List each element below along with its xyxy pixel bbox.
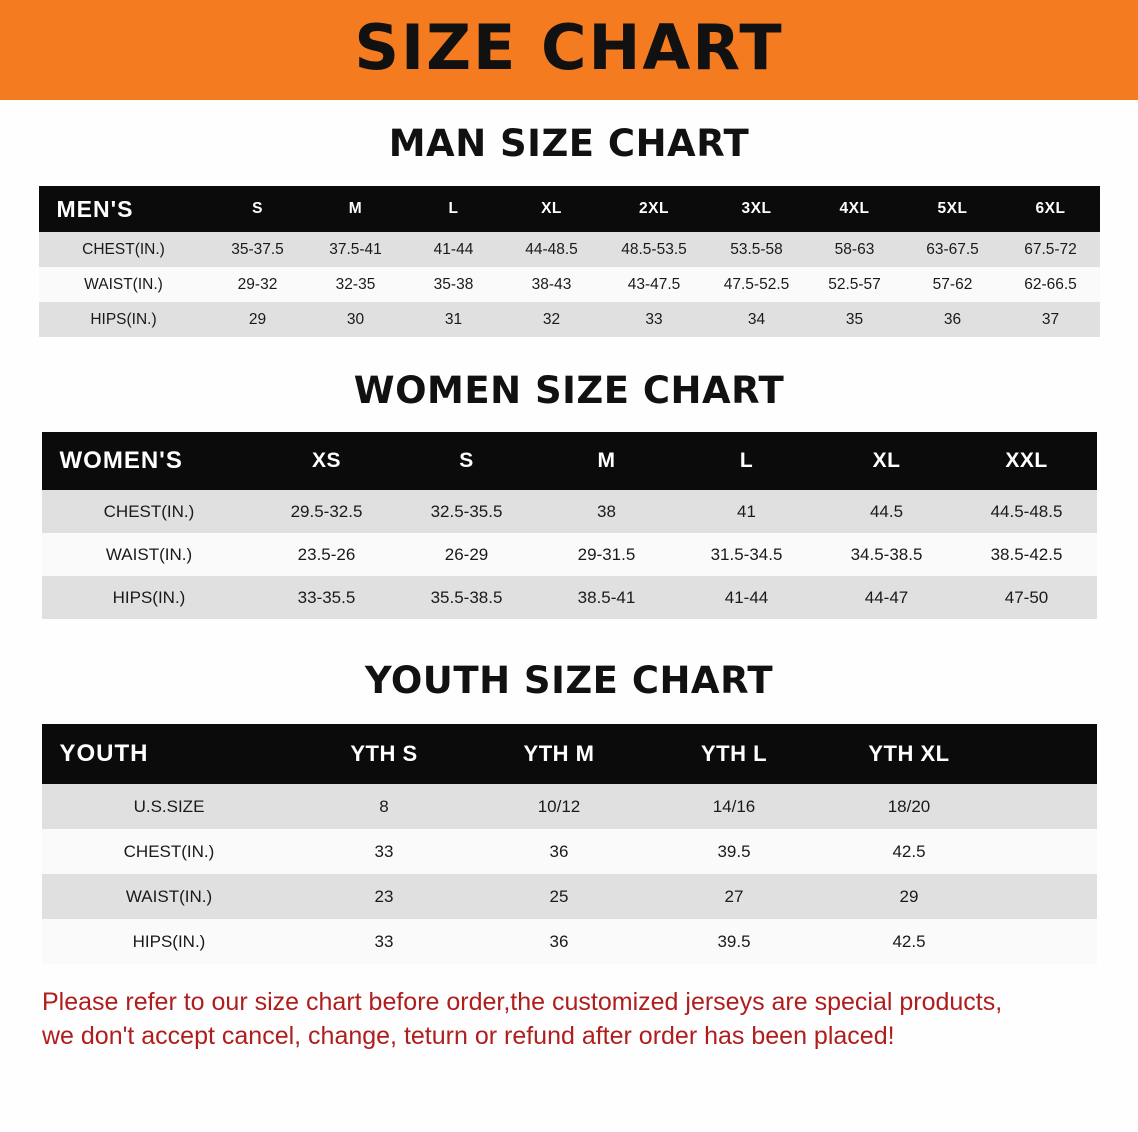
women-section-title: WOMEN SIZE CHART	[353, 369, 785, 412]
table-cell: 34	[708, 302, 806, 337]
table-cell: 38	[537, 490, 677, 533]
table-cell: 38.5-41	[537, 576, 677, 619]
table-cell: 33	[601, 302, 708, 337]
header-cell: XXL	[957, 432, 1097, 490]
table-header-row	[39, 186, 1100, 232]
table-cell: 42.5	[822, 829, 997, 874]
table-cell: 36	[472, 829, 647, 874]
table-cell: 32	[503, 302, 601, 337]
table-row	[42, 784, 1097, 829]
table-cell: 62-66.5	[1002, 267, 1100, 302]
table-cell: 39.5	[647, 919, 822, 964]
header-cell: M	[307, 186, 405, 232]
row-label: CHEST(IN.)	[42, 829, 297, 874]
row-label: HIPS(IN.)	[39, 302, 209, 337]
header-cell: 5XL	[904, 186, 1002, 232]
row-label: WAIST(IN.)	[39, 267, 209, 302]
row-label: HIPS(IN.)	[42, 576, 257, 619]
table-cell: 25	[472, 874, 647, 919]
table-cell: 35-38	[405, 267, 503, 302]
women-size-table	[42, 432, 1097, 619]
table-cell: 31	[405, 302, 503, 337]
table-cell: 29-32	[209, 267, 307, 302]
table-cell: 29	[822, 874, 997, 919]
table-cell: 35	[806, 302, 904, 337]
table-cell: 23	[297, 874, 472, 919]
table-cell: 53.5-58	[708, 232, 806, 267]
table-cell: 38-43	[503, 267, 601, 302]
table-row	[42, 576, 1097, 619]
table-row	[39, 302, 1100, 337]
man-section-title: MAN SIZE CHART	[388, 122, 750, 165]
table-cell: 41-44	[405, 232, 503, 267]
header-cell: YTH XL	[822, 724, 997, 784]
row-label: U.S.SIZE	[42, 784, 297, 829]
header-cell-empty	[997, 724, 1097, 784]
header-cell: XL	[503, 186, 601, 232]
table-cell-empty	[997, 919, 1097, 964]
table-cell: 33-35.5	[257, 576, 397, 619]
header-cell: YOUTH	[42, 724, 297, 784]
man-size-table	[39, 186, 1100, 337]
youth-section-title: YOUTH SIZE CHART	[364, 659, 774, 702]
header-cell: XS	[257, 432, 397, 490]
table-cell: 8	[297, 784, 472, 829]
header-cell: MEN'S	[39, 186, 209, 232]
row-label: CHEST(IN.)	[39, 232, 209, 267]
table-cell: 14/16	[647, 784, 822, 829]
table-cell: 32-35	[307, 267, 405, 302]
table-cell: 31.5-34.5	[677, 533, 817, 576]
header-cell: M	[537, 432, 677, 490]
table-cell: 33	[297, 829, 472, 874]
header-cell: L	[677, 432, 817, 490]
row-label: WAIST(IN.)	[42, 874, 297, 919]
table-cell: 33	[297, 919, 472, 964]
table-cell-empty	[997, 874, 1097, 919]
table-cell: 44.5-48.5	[957, 490, 1097, 533]
table-cell: 42.5	[822, 919, 997, 964]
table-cell: 63-67.5	[904, 232, 1002, 267]
table-row	[42, 533, 1097, 576]
table-cell: 30	[307, 302, 405, 337]
table-row	[42, 829, 1097, 874]
table-cell: 35-37.5	[209, 232, 307, 267]
table-cell: 44-48.5	[503, 232, 601, 267]
table-cell: 26-29	[397, 533, 537, 576]
table-cell: 38.5-42.5	[957, 533, 1097, 576]
table-cell: 18/20	[822, 784, 997, 829]
table-cell: 36	[472, 919, 647, 964]
header-cell: WOMEN'S	[42, 432, 257, 490]
table-cell: 44-47	[817, 576, 957, 619]
table-cell: 58-63	[806, 232, 904, 267]
table-cell: 37.5-41	[307, 232, 405, 267]
header-cell: S	[209, 186, 307, 232]
table-header-row	[42, 432, 1097, 490]
table-header-row	[42, 724, 1097, 784]
disclaimer-line-2: we don't accept cancel, change, teturn or refund after order has been placed!	[42, 1021, 895, 1050]
table-cell: 47-50	[957, 576, 1097, 619]
table-cell: 41	[677, 490, 817, 533]
table-row	[39, 267, 1100, 302]
header-cell: S	[397, 432, 537, 490]
table-cell: 32.5-35.5	[397, 490, 537, 533]
disclaimer-note	[42, 986, 1108, 1054]
table-cell: 36	[904, 302, 1002, 337]
table-cell: 48.5-53.5	[601, 232, 708, 267]
table-row	[39, 232, 1100, 267]
header-cell: 6XL	[1002, 186, 1100, 232]
table-cell: 57-62	[904, 267, 1002, 302]
banner	[0, 0, 1138, 100]
table-cell: 43-47.5	[601, 267, 708, 302]
table-row	[42, 874, 1097, 919]
table-cell: 29.5-32.5	[257, 490, 397, 533]
page-title: SIZE CHART	[354, 11, 784, 84]
table-cell: 41-44	[677, 576, 817, 619]
table-cell: 39.5	[647, 829, 822, 874]
row-label: WAIST(IN.)	[42, 533, 257, 576]
table-cell-empty	[997, 784, 1097, 829]
header-cell: 4XL	[806, 186, 904, 232]
table-cell: 34.5-38.5	[817, 533, 957, 576]
table-cell: 44.5	[817, 490, 957, 533]
header-cell: L	[405, 186, 503, 232]
header-cell: 3XL	[708, 186, 806, 232]
row-label: HIPS(IN.)	[42, 919, 297, 964]
header-cell: YTH L	[647, 724, 822, 784]
row-label: CHEST(IN.)	[42, 490, 257, 533]
table-cell: 35.5-38.5	[397, 576, 537, 619]
header-cell: YTH S	[297, 724, 472, 784]
header-cell: 2XL	[601, 186, 708, 232]
table-cell: 52.5-57	[806, 267, 904, 302]
disclaimer-line-1: Please refer to our size chart before order,the customized jerseys are special products,	[42, 988, 1003, 1016]
table-row	[42, 919, 1097, 964]
table-cell-empty	[997, 829, 1097, 874]
table-cell: 27	[647, 874, 822, 919]
table-cell: 29-31.5	[537, 533, 677, 576]
header-cell: XL	[817, 432, 957, 490]
table-row	[42, 490, 1097, 533]
youth-size-table	[42, 724, 1097, 964]
table-cell: 10/12	[472, 784, 647, 829]
table-cell: 29	[209, 302, 307, 337]
header-cell: YTH M	[472, 724, 647, 784]
table-cell: 37	[1002, 302, 1100, 337]
table-cell: 67.5-72	[1002, 232, 1100, 267]
table-cell: 47.5-52.5	[708, 267, 806, 302]
table-cell: 23.5-26	[257, 533, 397, 576]
